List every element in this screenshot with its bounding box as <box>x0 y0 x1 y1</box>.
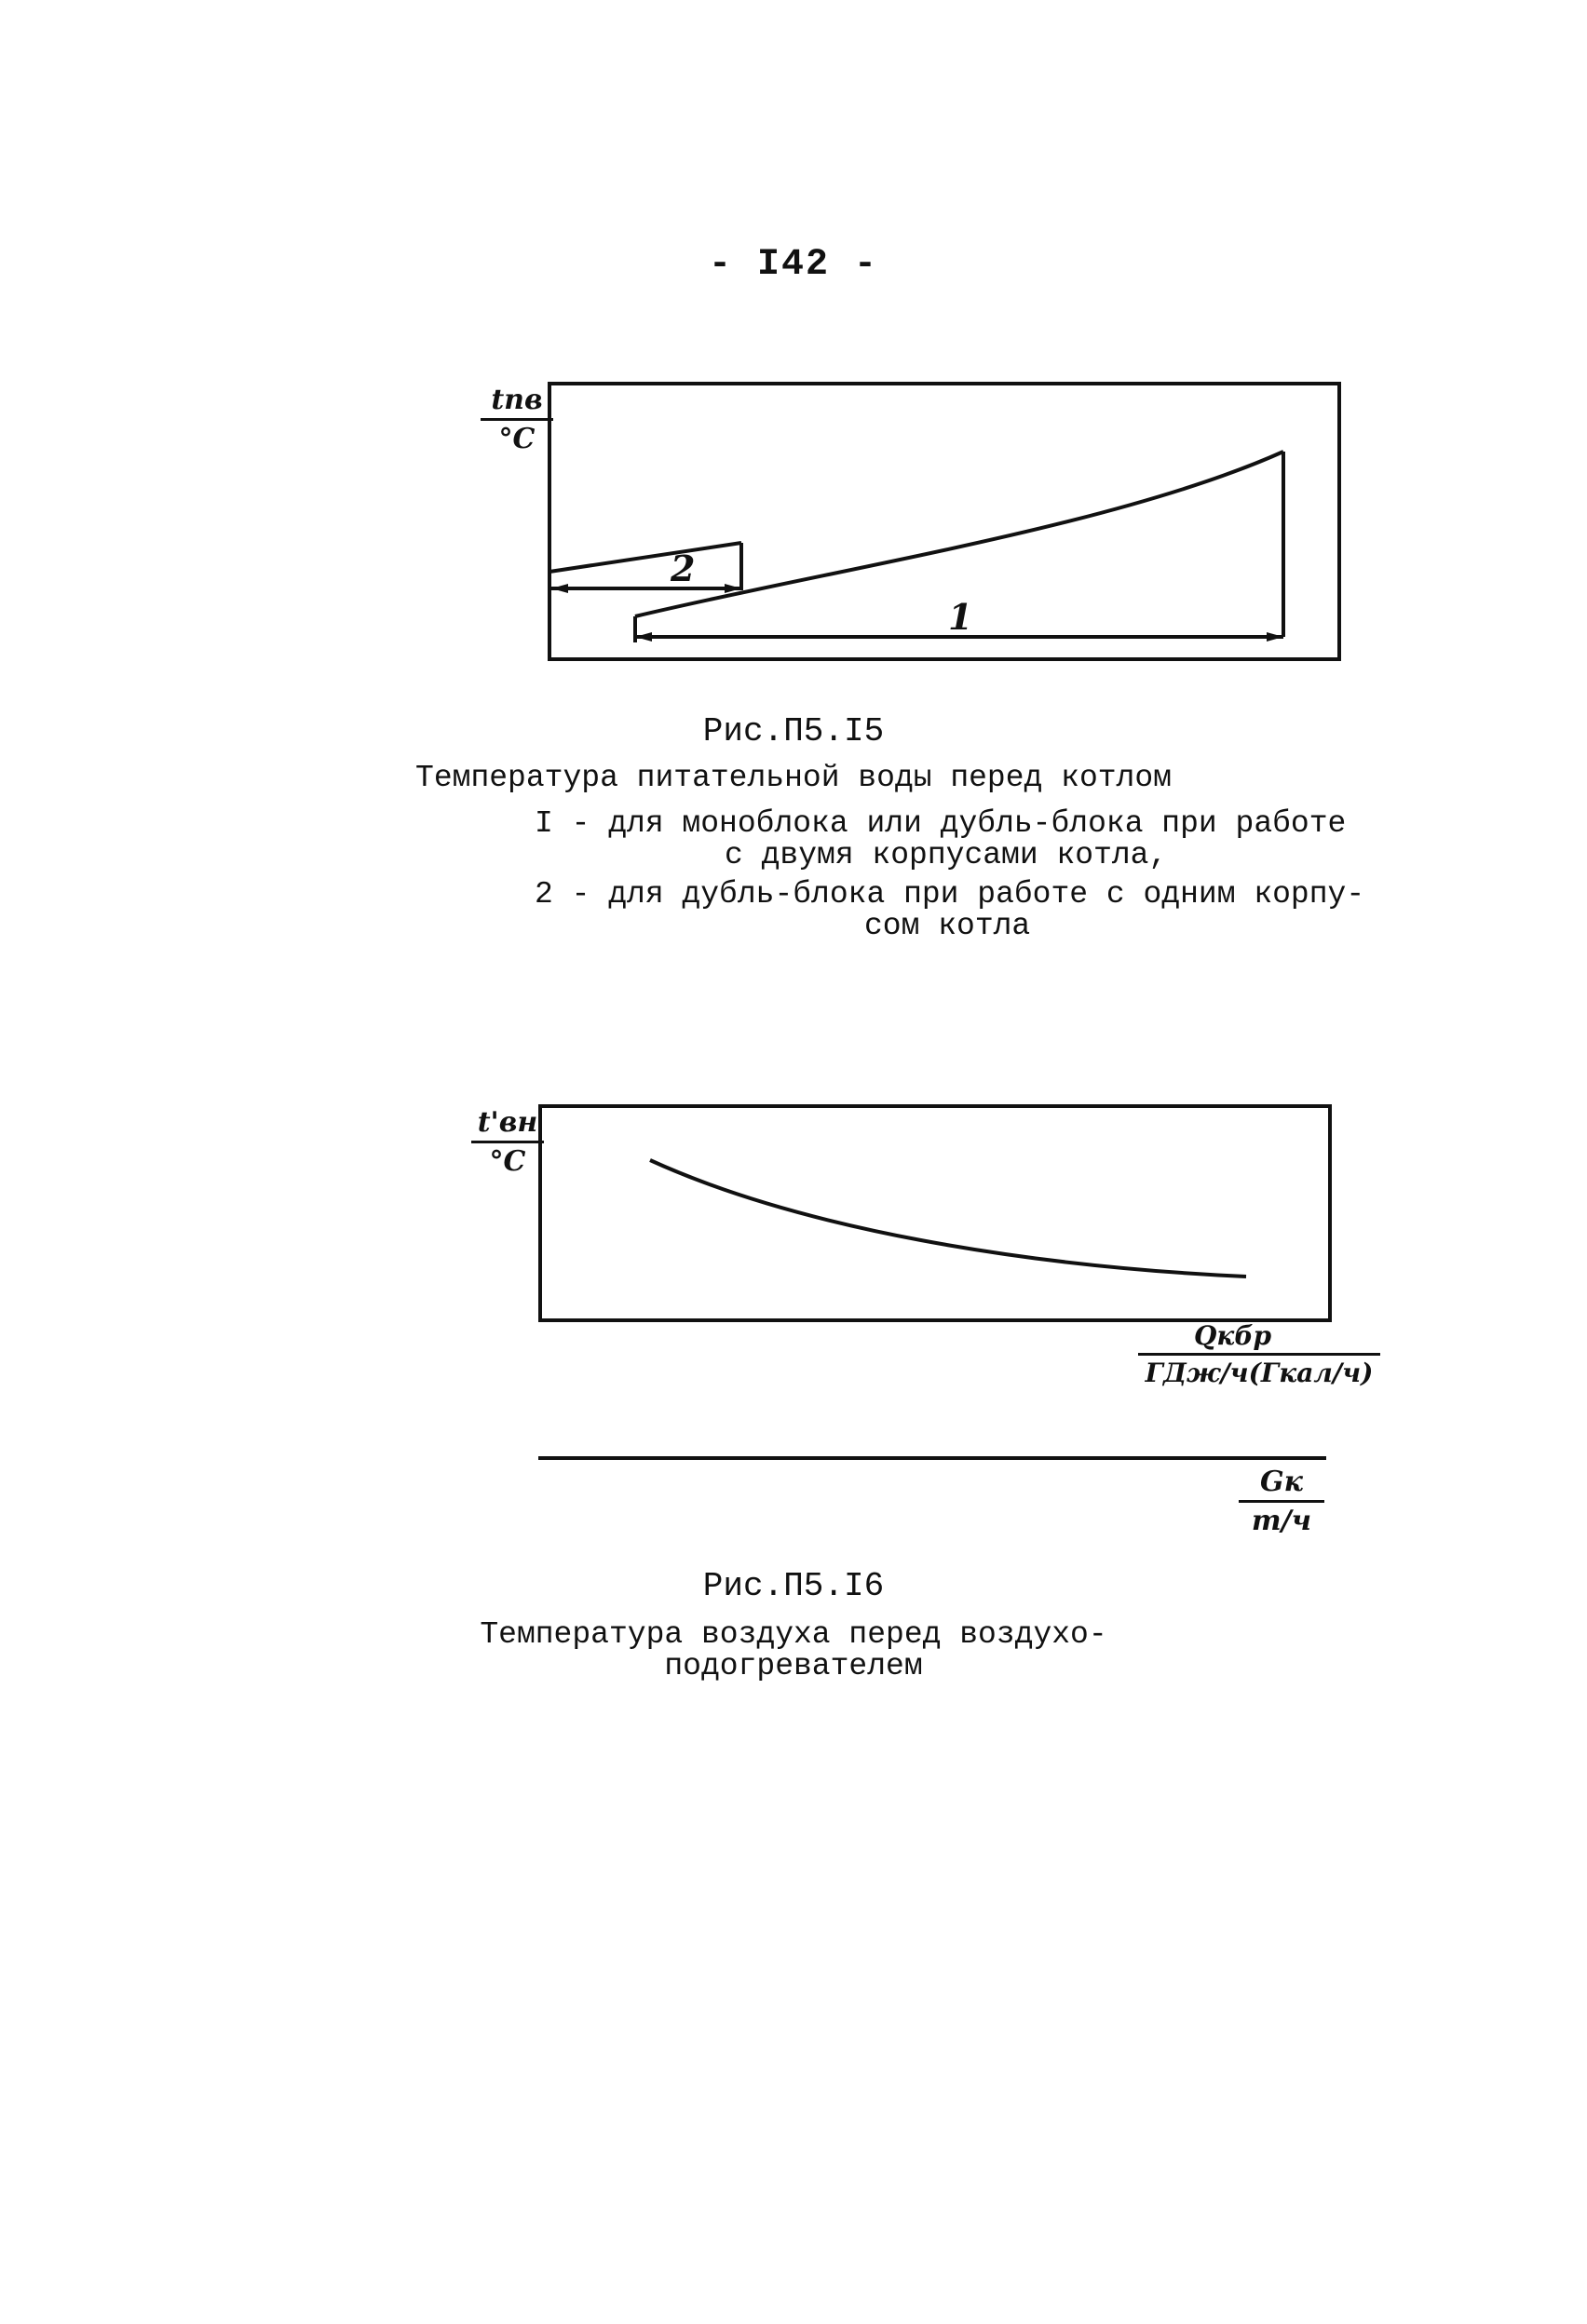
fig15-caption-text: Температура питательной воды перед котлом <box>415 761 1172 795</box>
fig15-legend <box>535 808 1364 942</box>
fig16-caption-line2: подогревателем <box>664 1649 923 1683</box>
fig15-y-label-unit: °C <box>498 423 536 455</box>
fig16-plot-frame <box>540 1106 1330 1320</box>
fig15-legend-item-2-line1: 2 - для дубль-блока при работе с одним корпу- <box>535 877 1365 912</box>
fig16-y-label-fraction-line <box>471 1141 544 1143</box>
fig15-plot-frame <box>549 384 1339 659</box>
fig16-x-label-flow <box>1235 1466 1328 1537</box>
fig16-y-label-quantity: t'вн <box>477 1106 538 1139</box>
fig16-x-label-heat <box>1138 1320 1380 1388</box>
page-number: - I42 - <box>708 244 879 286</box>
fig15-legend-item-1-line2: с двумя корпусами котла, <box>725 838 1168 872</box>
fig16-x-label-heat-unit: ГДж/ч(Гкал/ч) <box>1145 1358 1374 1388</box>
fig16-curve <box>650 1160 1246 1277</box>
fig16-y-label <box>466 1106 549 1178</box>
fig15-legend-item-1-line1: I - для моноблока или дубль-блока при работе <box>535 806 1347 841</box>
fig16-caption-title: Рис.П5.I6 <box>702 1567 885 1605</box>
fig15-legend-item-2-line2: сом котла <box>864 909 1031 943</box>
fig16-x-label-flow-quantity: Gк <box>1260 1466 1303 1498</box>
fig15-curve-2-label: 2 <box>671 547 696 589</box>
fig15-caption-title: Рис.П5.I5 <box>702 712 885 750</box>
fig15-curve-2-arrow-left <box>551 584 568 593</box>
fig15-y-label-quantity: tпв <box>491 384 543 416</box>
fig15-curve-1-label: 1 <box>948 596 973 638</box>
fig16-x-label-flow-unit: т/ч <box>1251 1505 1312 1537</box>
fig15-curve-1 <box>635 452 1283 616</box>
fig15-curve-1-arrow-left <box>635 632 652 642</box>
fig15-curve-2 <box>549 543 741 572</box>
fig16-y-label-unit: °C <box>489 1145 526 1178</box>
fig16-x-label-flow-fraction-line <box>1239 1500 1324 1503</box>
fig16-caption-line1: Температура воздуха перед воздухо- <box>480 1617 1107 1652</box>
fig16-x-label-heat-quantity: Qкбр <box>1194 1320 1272 1351</box>
fig15-curve-1-arrow-right <box>1267 632 1283 642</box>
fig16-x-label-heat-fraction-line <box>1138 1353 1380 1356</box>
